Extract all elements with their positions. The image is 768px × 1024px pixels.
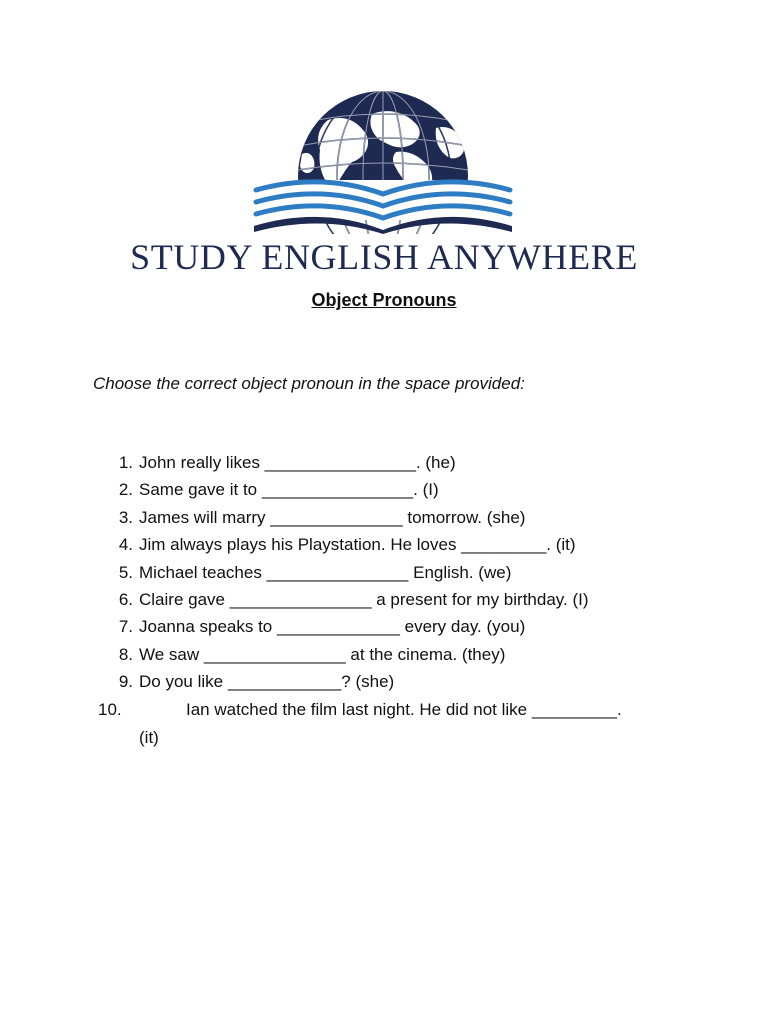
question-text: We saw _______________ at the cinema. (they) xyxy=(139,645,506,664)
worksheet-title: Object Pronouns xyxy=(311,290,457,310)
list-item xyxy=(0,480,768,507)
brand-name: STUDY ENGLISH ANYWHERE xyxy=(130,237,638,277)
list-item xyxy=(0,645,768,672)
list-item xyxy=(0,453,768,480)
list-item xyxy=(0,672,768,699)
list-item xyxy=(0,700,768,727)
question-text: Do you like ____________? (she) xyxy=(139,672,395,691)
question-text: Ian watched the film last night. He did not like _________. xyxy=(186,700,622,719)
list-item xyxy=(0,590,768,617)
question-text: Michael teaches _______________ English. (we) xyxy=(139,563,512,582)
question-text: John really likes ________________. (he) xyxy=(139,453,456,472)
question-number: 6. xyxy=(118,590,133,609)
question-text: Joanna speaks to _____________ every day. (you) xyxy=(139,617,526,636)
question-text: Same gave it to ________________. (I) xyxy=(139,480,439,499)
worksheet-instruction: Choose the correct object pronoun in the space provided: xyxy=(93,374,525,393)
question-text: James will marry ______________ tomorrow. (she) xyxy=(139,508,526,527)
list-item xyxy=(0,535,768,562)
question-number: 7. xyxy=(118,617,133,636)
question-number: 4. xyxy=(118,535,133,554)
list-item xyxy=(0,508,768,535)
question-continuation: (it) xyxy=(139,728,159,747)
question-number: 1. xyxy=(118,453,133,472)
question-number: 5. xyxy=(118,563,133,582)
globe-over-open-book-icon xyxy=(96,84,676,234)
question-number: 10. xyxy=(98,700,122,719)
question-text: Claire gave _______________ a present for my birthday. (I) xyxy=(139,590,589,609)
question-number: 2. xyxy=(118,480,133,499)
list-item xyxy=(0,563,768,590)
question-number: 9. xyxy=(118,672,133,691)
question-number: 8. xyxy=(118,645,133,664)
question-text: Jim always plays his Playstation. He loves _________. (it) xyxy=(139,535,576,554)
list-item xyxy=(0,617,768,644)
question-number: 3. xyxy=(118,508,133,527)
